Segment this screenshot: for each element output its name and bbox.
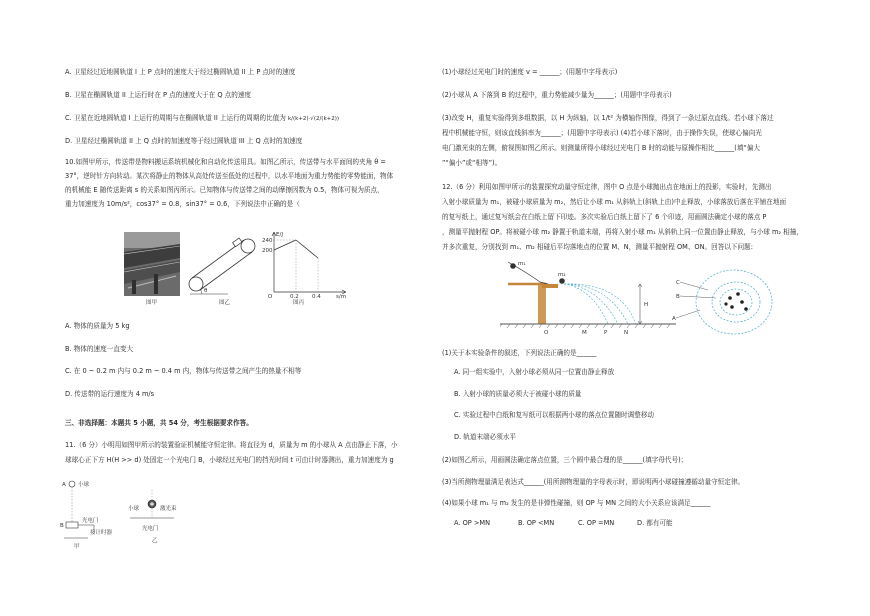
energy-distance-graph bbox=[262, 228, 352, 300]
circle-c-label: C bbox=[676, 280, 680, 286]
option-b: B. 卫星在椭圆轨道 II 上运行时在 P 点的速度大于在 Q 点的速度 bbox=[65, 91, 252, 99]
fig-jia-caption: 图甲 bbox=[146, 300, 158, 306]
point-a-label: A bbox=[62, 482, 66, 488]
q12-part-3: (3)当所测物理量满足表达式______(用所测物理量的字母表示时，即说明两小球碰撞遵循动量守恒定律。 bbox=[442, 478, 745, 486]
q10-line-3: 的机械能 E 随传送距离 s 的关系如图丙所示。已知物体与传送带之间的动摩擦因数为 0.5，物体可视为质点， bbox=[65, 186, 384, 194]
option-c: C. 卫星在近地圆轨道 I 上运行的周期与在椭圆轨道 II 上运行的周期的比值为 k/(k+2)·√(2/(k+2)) bbox=[65, 114, 340, 122]
gate-label: 光电门 bbox=[82, 518, 99, 524]
q11-part-1: (1)小球经过光电门时的速度 v = ______；(用题中字母表示) bbox=[442, 68, 618, 76]
option-c-fraction: k/(k+2)·√(2/(k+2)) bbox=[287, 116, 340, 122]
q11-part-3-line-2: 程中机械能守恒，则该直线斜率为______；(用题中字母表示) (4)若小球下落时，由于操作失误，使球心偏向光 bbox=[442, 129, 762, 137]
ball-label: 小球 bbox=[78, 482, 90, 488]
m1-label: m₁ bbox=[518, 261, 526, 267]
q12-line-1: 12.（6 分）利用如图甲所示的装置探究动量守恒定律，图中 O 点是小球抛出点在地面上的投影，实验时，先测出 bbox=[442, 183, 772, 191]
q12-part-2: (2)如图乙所示，用画圆法确定落点位置，三个圆中最合理的是______(填字母代号)； bbox=[442, 456, 688, 464]
q10-line-2: 37°，逆时针方向转动。某次将静止的物体从高处传送至低处的过程中，以水平地面为重力势能的零势能面，物体 bbox=[65, 172, 394, 180]
q10-option-c: C. 在 0 ~ 0.2 m 内与 0.2 m ~ 0.4 m 内，物体与传送带之间产生的热量不相等 bbox=[65, 367, 302, 375]
q12-part-1-option-a: A. 同一组实验中，入射小球必须从同一位置由静止释放 bbox=[454, 368, 615, 376]
q12-line-5: 并多次重复，分别找到 m₁、m₂ 相碰后平均落地点的位置 M、N，测量平抛射程 OM、ON。回答以下问题: bbox=[442, 243, 753, 251]
conveyor-diagram bbox=[188, 226, 258, 298]
graph-tick-240: 240 bbox=[262, 238, 273, 244]
option-d: D. 卫星经过椭圆轨道 II 上 Q 点时的加速度等于经过圆轨道 III 上 Q 点时的加速度 bbox=[65, 137, 303, 145]
graph-tick-02: 0.2 bbox=[290, 294, 299, 300]
circle-b-label: B bbox=[676, 294, 680, 300]
q12-part-4-option-d: D. 都有可能 bbox=[637, 519, 673, 527]
collision-apparatus bbox=[500, 256, 680, 334]
height-label: H bbox=[644, 302, 649, 308]
q12-part-4-option-b: B. OP <MN bbox=[518, 519, 555, 527]
q10-line-4: 重力加速度为 10m/s²，cos37° = 0.8，sin37° = 0.6，下列说法中正确的是（ bbox=[65, 200, 300, 208]
conveyor-photo bbox=[124, 232, 180, 296]
graph-tick-200: 200 bbox=[262, 248, 273, 254]
theta-label: θ bbox=[204, 288, 208, 294]
q12-part-4: (4)如果小球 m₁ 与 m₂ 发生的是非弹性碰撞，则 OP 与 MN 之间的大小关系应该满足______ bbox=[442, 499, 711, 507]
circle-a-label: A bbox=[672, 316, 676, 322]
laser-label: 激光束 bbox=[160, 506, 177, 512]
q12-part-1-option-c: C. 实验过程中白纸和复写纸可以根据两小球的落点位置随时调整移动 bbox=[454, 411, 655, 419]
section-three-heading: 三、非选择题：本题共 5 小题，共 54 分，考生根据要求作答。 bbox=[65, 419, 253, 427]
graph-x-label: s/m bbox=[336, 294, 347, 300]
graph-y-label: E/J bbox=[276, 232, 283, 238]
option-a: A. 卫星经过近地圆轨道 I 上 P 点时的速度大于经过椭圆轨道 II 上 P 点时的速度 bbox=[65, 68, 296, 76]
point-b-label: B bbox=[60, 523, 64, 529]
graph-origin: O bbox=[268, 294, 273, 300]
point-o-label: O bbox=[544, 330, 549, 334]
q11-part-3-line-1: (3)改变 H，重复实验得到多组数据，以 H 为纵轴，以 1/t² 为横轴作图像，得到了一条过原点直线。若小球下落过 bbox=[442, 114, 774, 122]
q12-part-1-option-b: B. 入射小球的质量必须大于被碰小球的质量 bbox=[454, 390, 582, 398]
q11-line-2: 球球心正下方 H(H >> d) 处固定一个光电门 B，小球经过光电门的挡光时间 t 可由计时器测出，重力加速度为 g bbox=[65, 456, 394, 464]
q12-line-3: 的复写纸上，通过复写纸会在白纸上留下印迹。多次实验后白纸上留下了 6 个印迹，用画圆法确定小球的落点 P bbox=[442, 213, 767, 221]
fig-yi-caption: 图乙 bbox=[219, 300, 231, 306]
q12-part-4-option-c: C. OP =MN bbox=[578, 519, 615, 527]
fig-jia-label: 甲 bbox=[74, 544, 80, 550]
q10-option-d: D. 传送带的运行速度为 4 m/s bbox=[65, 390, 155, 398]
q12-line-4: ，测量平抛射程 OP。将被碰小球 m₂ 静置于轨道末端，再将入射小球 m₁ 从斜轨上同一位置由静止释放，与小球 m₂ 相撞， bbox=[442, 228, 803, 236]
q10-option-b: B. 物体的速度一直变大 bbox=[65, 345, 134, 353]
point-m-label: M bbox=[582, 330, 587, 334]
graph-tick-04: 0.4 bbox=[312, 294, 321, 300]
point-p-label: P bbox=[604, 330, 608, 334]
fig-bing-caption: 图丙 bbox=[293, 300, 305, 306]
q11-line-1: 11.（6 分）小明用如图甲所示的装置验证机械能守恒定律。将直径为 d，质量为 m 的小球从 A 点由静止下落，小 bbox=[65, 441, 398, 449]
q12-part-4-option-a: A. OP >MN bbox=[454, 519, 490, 527]
q11-part-2: (2)小球从 A 下落到 B 的过程中，重力势能减少量为______；(用题中字母表示) bbox=[442, 91, 672, 99]
q12-part-1-option-d: D. 轨道末端必须水平 bbox=[454, 433, 517, 441]
ball-label-2: 小球 bbox=[128, 506, 140, 512]
q12-line-2: 入射小球质量为 m₁，被碰小球质量为 m₂，然后让小球 m₁ 从斜轨上(斜轨上由)中止释放，小球落放后落在平铺在地面 bbox=[442, 198, 787, 206]
q11-figure-yi bbox=[128, 490, 228, 560]
fig-yi-label: 乙 bbox=[152, 538, 158, 544]
q10-option-a: A. 物体的质量为 5 kg bbox=[65, 322, 130, 330]
q12-part-1: (1)关于本实验条件的叙述，下列说法正确的是______ bbox=[442, 349, 597, 357]
landing-point-circles bbox=[668, 264, 778, 344]
q11-part-3-line-3: 电门激光束的左侧，俯视图如图乙所示。则测量所得小球经过光电门 B 时的动能与原操作相比______(填“偏大 bbox=[442, 144, 761, 152]
m2-label: m₂ bbox=[558, 272, 566, 278]
q10-line-1: 10.如图甲所示，传送带是物料搬运系统机械化和自动化传送用具。如图乙所示，传送带与水平面间的夹角 θ = bbox=[65, 158, 386, 166]
gate-label-2: 光电门 bbox=[142, 526, 159, 532]
q11-part-3-line-4: ”“偏小”或“相等”)。 bbox=[442, 159, 502, 167]
point-n-label: N bbox=[624, 330, 629, 334]
timer-label: 接计时器 bbox=[90, 530, 113, 536]
